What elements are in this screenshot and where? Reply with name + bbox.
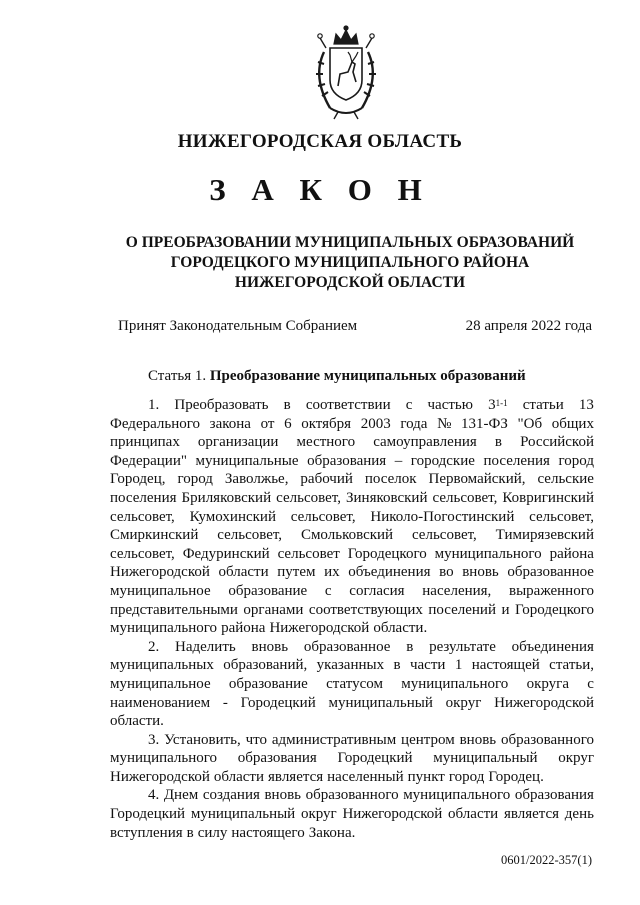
body-word: 131-ФЗ	[461, 415, 508, 432]
body-line	[110, 619, 594, 638]
body-word: Городецкий	[240, 694, 316, 711]
coat-of-arms-icon	[300, 22, 392, 122]
adopted-by: Принят Законодательным Собранием	[118, 318, 358, 334]
body-word: 1.	[148, 397, 160, 413]
body-word: соответствующих	[308, 601, 423, 618]
body-word: вновь	[264, 787, 302, 804]
body-word: вновь	[459, 731, 497, 748]
body-line	[110, 582, 594, 601]
body-word: 13	[578, 397, 594, 413]
body-word: Тимирязевский	[495, 527, 594, 544]
body-word: во	[439, 564, 454, 581]
body-word: муниципального	[434, 545, 542, 562]
body-word: сельсовет,	[276, 489, 341, 506]
body-word: Смиркинский	[110, 527, 199, 544]
body-word: 1	[454, 657, 463, 674]
body-word: частью	[427, 397, 473, 413]
body-word: Нижегородской	[269, 620, 370, 637]
body-word: указанных	[316, 657, 385, 674]
body-word: сельсовет,	[432, 489, 498, 506]
body-word: Кумохинский	[189, 508, 276, 525]
body-word: 4.	[148, 787, 160, 804]
body-word: наименованием	[110, 694, 211, 711]
body-word: организации	[197, 434, 279, 451]
body-word: округ	[558, 750, 594, 767]
body-word: центром	[401, 731, 455, 748]
body-line	[110, 489, 594, 508]
body-word: статьи	[522, 397, 564, 413]
body-word: объединения	[348, 564, 431, 581]
body-word: Городец.	[488, 768, 544, 785]
body-word: вновь	[251, 638, 289, 655]
body-word: поселения	[110, 489, 177, 506]
body-word: сельские	[537, 471, 594, 488]
body-word: является	[503, 806, 560, 823]
body-word: 6	[284, 415, 292, 432]
body-word: сельсовет,	[290, 508, 356, 525]
article-title: Преобразование муниципальных образований	[209, 368, 526, 384]
body-line	[110, 601, 594, 620]
body-line	[110, 638, 594, 657]
body-line	[110, 470, 594, 489]
body-line	[110, 396, 594, 415]
body-word: Наделить	[175, 638, 236, 655]
body-word: результате	[429, 638, 496, 655]
body-word: 3.	[148, 731, 160, 748]
body-line	[110, 545, 594, 564]
body-word: сельсовет,	[529, 508, 594, 525]
body-word: образования	[514, 787, 594, 804]
body-word: области	[218, 564, 269, 581]
body-word: общих	[551, 415, 594, 432]
body-word: в	[186, 824, 194, 841]
body-word: Нижегородской	[110, 564, 210, 581]
law-title	[80, 233, 620, 293]
body-word: Преобразовать	[174, 397, 269, 413]
body-word: Николо-Погостинский	[370, 508, 515, 525]
body-word: сельсовет,	[110, 545, 175, 562]
body-word: муниципальный	[190, 806, 296, 823]
body-line	[110, 433, 594, 452]
body-word: Установить,	[164, 731, 241, 748]
body-word: года	[400, 415, 428, 432]
body-line	[110, 786, 594, 805]
body-word: образованное	[507, 564, 594, 581]
body-word: вновь	[462, 564, 499, 581]
document-type: З А К О Н	[209, 172, 431, 207]
body-word: Заволжье,	[224, 471, 289, 488]
body-line	[110, 805, 594, 824]
body-word: настоящей	[471, 657, 540, 674]
article-body	[110, 396, 594, 842]
body-word: Нижегородской	[110, 768, 210, 785]
article-number: Статья 1.	[148, 368, 207, 384]
body-word: области.	[373, 620, 428, 637]
body-word: сельсовет	[277, 545, 340, 562]
body-word: части	[409, 657, 446, 674]
body-word: образование	[228, 675, 308, 692]
body-word: образования	[237, 750, 317, 767]
body-word: муниципальный	[328, 694, 433, 711]
body-line	[110, 656, 594, 675]
body-word: "Об	[517, 415, 543, 432]
body-word: Смольковский	[300, 527, 394, 544]
body-word: муниципальное	[110, 582, 211, 599]
body-word: сельсовет,	[411, 527, 477, 544]
body-word: сельсовет,	[110, 508, 175, 525]
body-word: статусом	[326, 675, 383, 692]
body-line	[110, 415, 594, 434]
body-word: согласия	[349, 582, 405, 599]
body-word: рабочий	[300, 471, 353, 488]
body-word: 2.	[148, 638, 160, 655]
body-word: объединения	[511, 638, 594, 655]
body-word: Городецкого	[514, 601, 594, 618]
body-word: образованное	[303, 638, 391, 655]
body-word: поселения	[483, 452, 550, 469]
body-word: 3$^{1-1}$	[488, 397, 508, 413]
body-line	[110, 824, 594, 843]
body-word: населения,	[422, 582, 492, 599]
body-word: самоуправления	[373, 434, 477, 451]
body-word: Федуринский	[182, 545, 270, 562]
body-word: Городецкого	[347, 545, 427, 562]
body-word: административным	[271, 731, 397, 748]
body-word: Российской	[520, 434, 594, 451]
part-superscript: 1-1	[495, 398, 508, 408]
body-word: городские	[410, 452, 475, 469]
body-word: выраженного	[509, 582, 594, 599]
body-word: создания	[202, 787, 260, 804]
body-line	[110, 712, 594, 731]
body-word: настоящего	[231, 824, 305, 841]
body-word: в	[283, 397, 291, 413]
body-word: населенный	[327, 768, 404, 785]
body-word: муниципального	[401, 675, 509, 692]
body-word: город	[558, 452, 594, 469]
body-word: от	[260, 415, 275, 432]
body-word: Нижегородской	[494, 694, 594, 711]
body-word: 2003	[360, 415, 391, 432]
region-title: НИЖЕГОРОДСКАЯ ОБЛАСТЬ	[177, 131, 463, 152]
document-number: 0601/2022-357(1)	[501, 853, 592, 867]
body-line	[110, 694, 594, 713]
body-word: муниципальные	[195, 452, 299, 469]
body-word: местного	[296, 434, 356, 451]
body-word: представительными	[110, 601, 238, 618]
body-word: образований,	[223, 657, 308, 674]
body-word: округ	[300, 806, 337, 823]
body-word: муниципальных	[110, 657, 214, 674]
body-word: образованного	[500, 731, 594, 748]
body-line	[110, 508, 594, 527]
body-word: является	[268, 768, 324, 785]
body-word: Федерального	[110, 415, 201, 432]
body-word: Городец,	[110, 471, 166, 488]
body-word: №	[437, 415, 452, 432]
body-word: соответствии	[305, 397, 391, 413]
body-word: поселок	[364, 471, 417, 488]
law-title-line: ГОРОДЕЦКОГО МУНИЦИПАЛЬНОГО РАЙОНА	[170, 254, 530, 271]
body-word: день	[564, 806, 594, 823]
body-word: силу	[197, 824, 228, 841]
body-word: с	[405, 397, 413, 413]
body-word: муниципальный	[433, 750, 538, 767]
body-word: муниципального	[110, 620, 218, 637]
body-word: Городецкий	[110, 806, 186, 823]
body-word: в	[494, 434, 502, 451]
body-word: Нижегородской	[342, 806, 443, 823]
body-word: Зиняковский	[346, 489, 428, 506]
body-word: путем	[277, 564, 316, 581]
body-line	[110, 563, 594, 582]
body-word: сельсовет,	[217, 527, 283, 544]
body-word: округа	[526, 675, 569, 692]
body-word: город	[448, 768, 485, 785]
body-word: муниципального	[403, 787, 511, 804]
body-word: округ	[445, 694, 482, 711]
body-line	[110, 731, 594, 750]
body-word: принципах	[110, 434, 180, 451]
body-line	[110, 768, 594, 787]
body-word: их	[324, 564, 340, 581]
body-word: что	[245, 731, 268, 748]
body-word: Бриляковский	[181, 489, 272, 506]
body-word: образованного	[305, 787, 399, 804]
body-word: статьи,	[549, 657, 594, 674]
body-word: района	[221, 620, 266, 637]
body-word: с	[324, 582, 332, 599]
body-line	[110, 749, 594, 768]
body-word: Городецкий	[337, 750, 413, 767]
body-word: в	[393, 657, 401, 674]
body-word: пункт	[407, 768, 445, 785]
body-word: Ковригинский	[502, 489, 594, 506]
body-word: и	[501, 601, 510, 618]
body-word: образования	[307, 452, 387, 469]
body-line	[110, 452, 594, 471]
body-word: области	[448, 806, 499, 823]
adoption-date: 28 апреля 2022 года	[465, 318, 592, 334]
body-word: муниципального	[110, 750, 218, 767]
body-word: в	[406, 638, 414, 655]
body-word: Первомайский,	[428, 471, 526, 488]
body-word: вступления	[110, 824, 183, 841]
body-word: поселений	[428, 601, 496, 618]
body-word: город	[177, 471, 213, 488]
law-title-line: НИЖЕГОРОДСКОЙ ОБЛАСТИ	[234, 274, 466, 291]
body-word: с	[587, 675, 594, 692]
body-word: Федерации"	[110, 452, 187, 469]
body-word: октября	[301, 415, 352, 432]
body-word: Закона.	[308, 824, 356, 841]
body-word: Днем	[163, 787, 199, 804]
body-word: -	[222, 694, 228, 711]
body-line	[110, 526, 594, 545]
body-word: органами	[243, 601, 304, 618]
body-line	[110, 675, 594, 694]
article-heading	[148, 368, 526, 385]
law-title-line: О ПРЕОБРАЗОВАНИИ МУНИЦИПАЛЬНЫХ ОБРАЗОВАНИЙ	[125, 234, 575, 251]
body-word: муниципальное	[110, 675, 211, 692]
body-word: –	[394, 452, 403, 469]
body-word: области.	[110, 713, 164, 730]
body-word: района	[549, 545, 594, 562]
body-word: образование	[228, 582, 308, 599]
body-word: закона	[209, 415, 251, 432]
body-word: области	[213, 768, 265, 785]
